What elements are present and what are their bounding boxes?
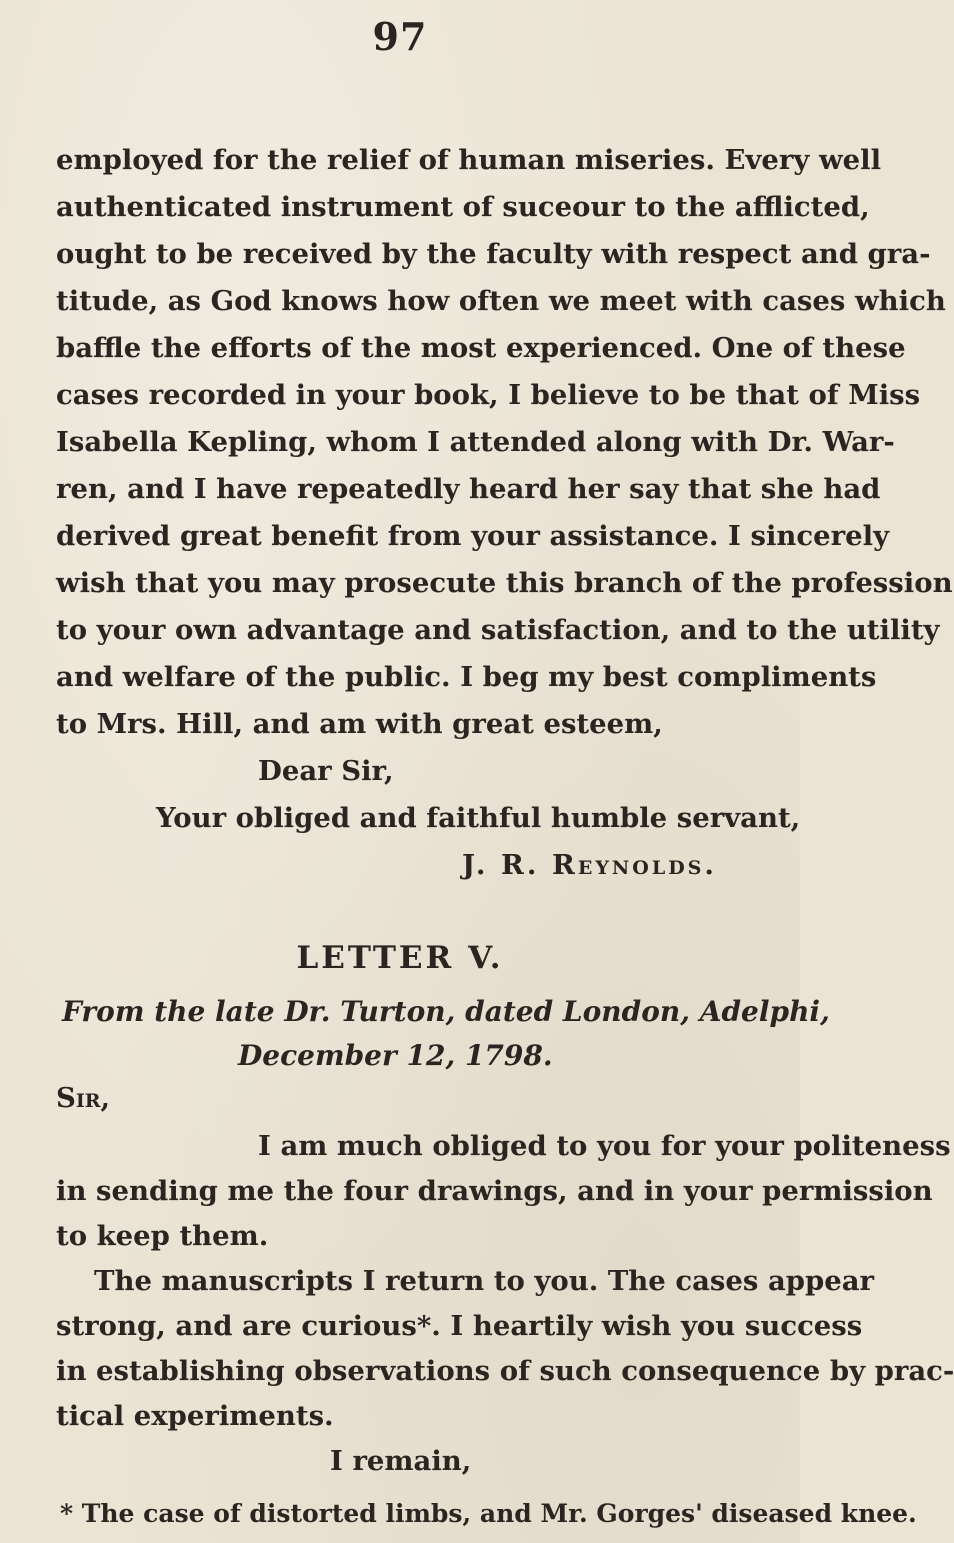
page-number: 97: [372, 14, 428, 59]
body-line: to keep them.: [56, 1220, 269, 1252]
body-line: tical experiments.: [56, 1400, 334, 1432]
body-line: I am much obliged to you for your politeness: [258, 1130, 951, 1162]
body-line: ren, and I have repeatedly heard her say that she had: [56, 473, 881, 505]
body-line: authenticated instrument of suceour to the afflicted,: [56, 191, 870, 223]
body-line: employed for the relief of human miseries. Every well: [56, 144, 882, 176]
letter-subtitle: From the late Dr. Turton, dated London, Adelphi,: [62, 995, 830, 1028]
closing-remain: I remain,: [330, 1445, 472, 1477]
footnote: * The case of distorted limbs, and Mr. Gorges' diseased knee.: [60, 1499, 917, 1528]
closing-salutation: Dear Sir,: [258, 755, 394, 787]
letter-date: December 12, 1798.: [238, 1039, 553, 1072]
body-line: baffle the efforts of the most experienced. One of these: [56, 332, 906, 364]
body-line: to Mrs. Hill, and am with great esteem,: [56, 708, 663, 740]
body-line: and welfare of the public. I beg my best compliments: [56, 661, 877, 693]
body-line: ought to be received by the faculty with respect and gra-: [56, 238, 931, 270]
closing-valediction: Your obliged and faithful humble servant,: [156, 802, 801, 834]
body-line: strong, and are curious*. I heartily wish you success: [56, 1310, 863, 1342]
signature: J. R. Reynolds.: [462, 849, 717, 881]
body-line: in establishing observations of such consequence by prac-: [56, 1355, 954, 1387]
body-line: derived great benefit from your assistance. I sincerely: [56, 520, 890, 552]
body-line: wish that you may prosecute this branch of the profession: [56, 567, 953, 599]
body-line: in sending me the four drawings, and in your permission: [56, 1175, 933, 1207]
body-line: The manuscripts I return to you. The cases appear: [94, 1265, 875, 1297]
body-line: cases recorded in your book, I believe to be that of Miss: [56, 379, 921, 411]
body-line: titude, as God knows how often we meet with cases which: [56, 285, 946, 317]
body-line: Isabella Kepling, whom I attended along with Dr. War-: [56, 426, 895, 458]
letter-heading: LETTER V.: [296, 940, 504, 976]
body-line: to your own advantage and satisfaction, and to the utility: [56, 614, 940, 646]
letter-salutation: Sir,: [56, 1082, 111, 1114]
